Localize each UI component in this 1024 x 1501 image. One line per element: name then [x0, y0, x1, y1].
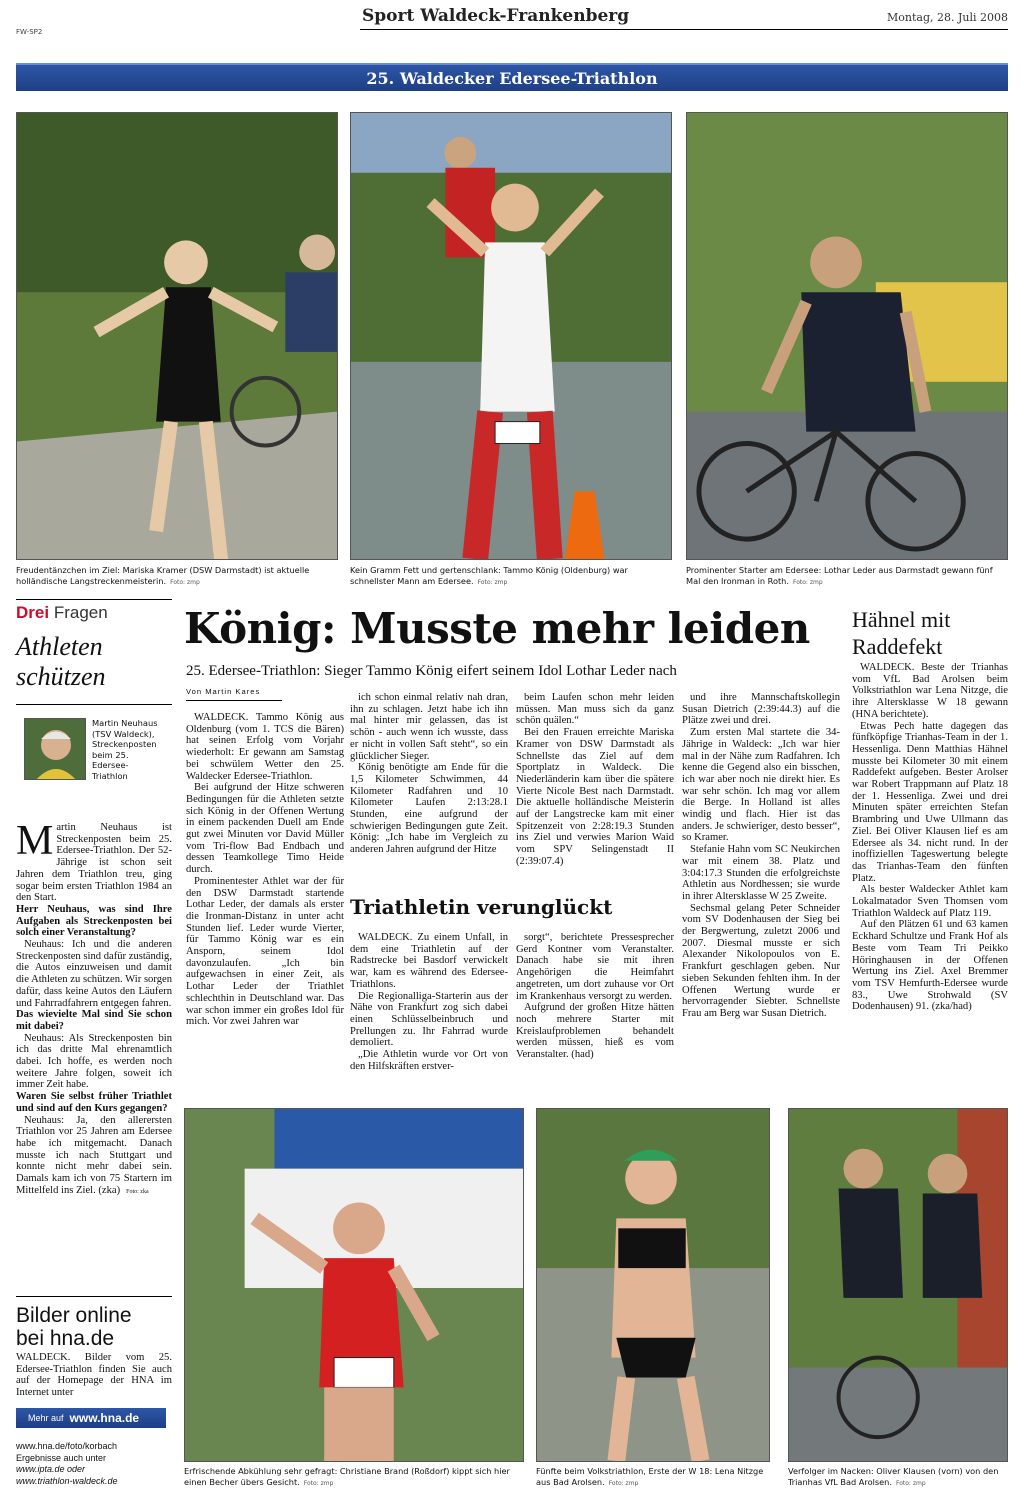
- accident-col-2: sorgt“, berichtete Pressesprecher Gerd Kontner vom Veranstalter. Danach habe sie mit ihren Angehörigen die Heimfahrt angetreten, um dort zuhause vor Ort im Krankenhaus versorgt zu werden. Aufgrund der großen Hitze hätten noch mehrere Starter mit Kreislaufproblemen behandelt werden müssen, hieß es vom Veranstalter. (had): [516, 932, 674, 1061]
- photo-caption-4: Erfrischende Abkühlung sehr gefragt: Christiane Brand (Roßdorf) kippt sich hier einen Becher übers Gesicht. Foto: zmp: [184, 1466, 510, 1487]
- accident-headline: Triathletin verunglückt: [350, 895, 613, 919]
- main-col-1: WALDECK. Tammo König aus Oldenburg (vom 1. TCS die Bären) hat seinen Erfolg vom Vorjahr wiederholt: Er gewann am Samstag bei schwülem Wetter den 25. Waldecker Edersee-Triathlon. Bei aufgrund der Hitze schweren Bedingungen für die Athleten setzte sich König in der Offenen Wertung in einem packenden Duell am Ende gut zwei Minuten vor David Müller vom Tri-flow Bad Endbach und dessen Teamkollege Timo Heide durch. Prominentester Athlet war der für den DSW Darmstadt startende Lothar Leder, der damals als erster die Ironman-Distanz in unter acht Stunden lief. Leder wurde Vierter, für Tammo König war es ein Ansporn, seinem Idol davonzulaufen. „Ich bin aufgewachsen in einer Zeit, als Lothar Leder der Triathlet schlechthin in Deutschland war. Das war schon immer ein großes Idol für mich. Vor zwei Jahren war: [186, 712, 344, 1028]
- hna-link-box[interactable]: Mehr auf www.hna.de: [16, 1408, 166, 1428]
- photo-caption-3: Prominenter Starter am Edersee: Lothar Leder aus Darmstadt gewann fünf Mal den Ironman in Roth. Foto: zmp: [686, 565, 993, 586]
- photo-christiane-brand: [184, 1108, 524, 1462]
- drei-fragen-text: M artin Neuhaus ist Streckenposten beim 25. Edersee-Triathlon. Der 52-Jährige ist schon seit Jahren dem Triathlon treu, ging sogar beim ersten Triathlon 1984 an den Start. Herr Neuhaus, was sind Ihre Aufgaben als Streckenposten bei solch einer Veranstaltung? Neuhaus: Ich und die anderen Streckenposten sind dafür zuständig, die Autos einzuweisen und damit die Athleten zu schützen. Wir sorgen dafür, dass keine Autos den Läufern und Fahrradfahrern entgegen fahren. Das wievielte Mal sind Sie schon mit dabei? Neuhaus: Als Streckenposten bin ich das dritte Mal ehrenamtlich dabei. Ich hoffe, es werden noch weitere Jahre folgen, soweit ich immer Zeit habe. Waren Sie selbst früher Triathlet und sind auf den Kurs gegangen? Neuhaus: Ja, den allerersten Triathlon vor 25 Jahren am Edersee habe ich mitgemacht. Danach musste ich nach Stuttgart und konnte nicht mehr dabei sein. Damals kam ich von 75 Startern im Mittelfeld ins Ziel. (zka) Foto: zka: [16, 818, 172, 1196]
- photo-caption-6: Verfolger im Nacken: Oliver Klausen (vorn) von den Trianhas VfL Bad Arolsen. Foto: zmp: [788, 1466, 999, 1487]
- main-subline: 25. Edersee-Triathlon: Sieger Tammo König eifert seinem Idol Lothar Leder nach: [186, 663, 677, 679]
- byline: Von Martin Kares: [186, 687, 261, 696]
- section-title: Sport Waldeck-Frankenberg: [362, 6, 630, 26]
- main-col-2: ich schon einmal relativ nah dran, ihn zu schlagen. Jetzt habe ich ihn mal hinter mir gelassen, das ist schön - auch wenn ich wusste, dass er nicht in vollen Saft steht“, so ein glücklicher Sieger. König benötigte am Ende für die 1,5 Kilometer Schwimmen, 44 Kilometer Radfahren und 10 Kilometer Laufen 2:13:28.1 Stunden, eine aufgrund der schwierigen Bedingungen gute Zeit. König: „Ich habe im Vergleich zu anderen Jahren aufgrund der Hitze: [350, 692, 508, 856]
- photo-lothar-leder: [686, 112, 1008, 560]
- photo-oliver-klausen: [788, 1108, 1008, 1462]
- photo-caption-5: Fünfte beim Volkstriathlon, Erste der W 18: Lena Nitzge aus Bad Arolsen. Foto: zmp: [536, 1466, 764, 1487]
- photo-caption-1: Freudentänzchen im Ziel: Mariska Kramer (DSW Darmstadt) ist aktuelle holländische Langstreckenmeisterin. Foto: zmp: [16, 565, 310, 586]
- drei-fragen-title: Athleten schützen: [16, 632, 106, 691]
- link-triathlon-waldeck[interactable]: www.triathlon-waldeck.de: [16, 1475, 118, 1486]
- hahnel-text: WALDECK. Beste der Trianhas vom VfL Bad Arolsen beim Volkstriathlon war Lena Nitzge, die ihre Altersklasse W 18 gewann (HNA berichtete). Etwas Pech hatte dagegen das fünfköpfige Trianhas-Team in der 1. Hessenliga. Denn Matthias Hähnel musste bei Kilometer 30 mit einem Raddefekt aufgeben. Bester Arolser war Robert Trappmann auf Platz 18 der 1. Hessenliga. Zwei und drei Minuten später erreichten Stefan Brambring und Uwe Ullmann das Ziel. Bei Oliver Klausen lief es am Edersee als 34. nicht rund. In der inoffiziellen Tageswertung belegte das Trianhas-Team den fünften Platz. Als bester Waldecker Athlet kam Lokalmatador Sven Thomsen vom Triathlon Waldeck auf Platz 119. Auf den Plätzen 61 und 63 kamen Eckhard Schultze und Frank Hof als Beste vom Team Tri Peikko Höringhausen in der Offenen Wertung ins Ziel. Axel Bremmer vom TSV Hemfurth-Edersee wurde 83., Uwe Strohwald (SV Dodenhausen) 91. (zka/had): [852, 662, 1008, 1013]
- bilder-online-heading: Bilder online bei hna.de: [16, 1304, 132, 1350]
- link-hna-foto[interactable]: www.hna.de/foto/korbach: [16, 1441, 118, 1451]
- main-col-4: und ihre Mannschaftskollegin Susan Dietrich (2:39:44.3) auf die Plätze zwei und drei. Zum ersten Mal startete die 34-Jährige in Waldeck: „Ich war hier mal in der Nähe zum Radfahren. Ich kenne die Gegend also ein bisschen, ich war aber noch nie direkt hier. Es war sehr schön. Ich mag vor allem die Berge. In Holland ist alles windig und flach. Hier ist das anders. Je schwieriger, desto besser“, so Kramer. Stefanie Hahn vom SC Neukirchen war mit einem 38. Platz und 3:04:17.3 Stunden die erfolgreichste Athletin aus Nordhessen; sie wurde in ihrer Altersklasse W 25 Zweite. Sechsmal gelang Peter Schneider vom SV Dodenhausen der Sieg bei der Bergwertung, zuletzt 2006 und 2007. Diesmal musste er sich Alexander Nikolopoulos von E. Frankfurt geschlagen geben. Nur sieben Sekunden fehlten ihm. In der Offenen Wertung wurde er hervorragender Siebter. Schnellste Frau am Berg war Susan Dietrich.: [682, 692, 840, 1019]
- photo-mariska-kramer: [16, 112, 338, 560]
- bilder-online-text: WALDECK. Bilder vom 25. Edersee-Triathlon finden Sie auch auf der Homepage der HNA im Internet unter: [16, 1352, 172, 1399]
- accident-col-1: WALDECK. Zu einem Unfall, in dem eine Triathletin auf der Radstrecke bei Basdorf verwickelt war, kam es während des Edersee-Triathlons. Die Regionalliga-Starterin aus der Nähe von Frankfurt zog sich dabei einen Schlüsselbeinbruch und Prellungen zu. Ihr Fahrrad wurde demoliert. „Die Athletin wurde vor Ort von den Hilfskräften erstver-: [350, 932, 508, 1072]
- photo-lena-nitzge: [536, 1108, 770, 1462]
- page-code: FW-SP2: [16, 28, 43, 36]
- drei-fragen-kicker: Drei Fragen: [16, 603, 108, 622]
- portrait-caption: Martin Neuhaus (TSV Waldeck), Streckenposten beim 25. Edersee-Triathlon: [92, 718, 158, 781]
- header-rule: [360, 29, 1008, 30]
- portrait-martin-neuhaus: [24, 718, 86, 780]
- hahnel-headline: Hähnel mit Raddefekt: [852, 607, 951, 659]
- link-ipta[interactable]: www.ipta.de oder: [16, 1464, 86, 1474]
- issue-date: Montag, 28. Juli 2008: [887, 11, 1008, 24]
- result-links: www.hna.de/foto/korbach Ergebnisse auch unter www.ipta.de oder www.triathlon-waldeck.de: [16, 1441, 118, 1486]
- photo-caption-2: Kein Gramm Fett und gertenschlank: Tammo König (Oldenburg) war schnellster Mann am Edersee. Foto: zmp: [350, 565, 628, 586]
- photo-tammo-koenig: [350, 112, 672, 560]
- main-col-3: beim Laufen schon mehr leiden müssen. Man muss sich da ganz schön quälen.“ Bei den Frauen erreichte Mariska Kramer von DSW Darmstadt als Schnellste das Ziel auf dem Sportplatz in Waldeck. Die Niederländerin kam über die spätere Vierte Nicole Best nach Darmstadt. Die aktuelle holländische Meisterin auf der Langstrecke kam mit einer Spitzenzeit von 2:28:19.3 Stunden ins Ziel und verwies Marion Waid vom SPV Selingenstadt II (2:39:07.4): [516, 692, 674, 867]
- topic-band: 25. Waldecker Edersee-Triathlon: [16, 63, 1008, 91]
- main-headline: König: Musste mehr leiden: [184, 604, 810, 653]
